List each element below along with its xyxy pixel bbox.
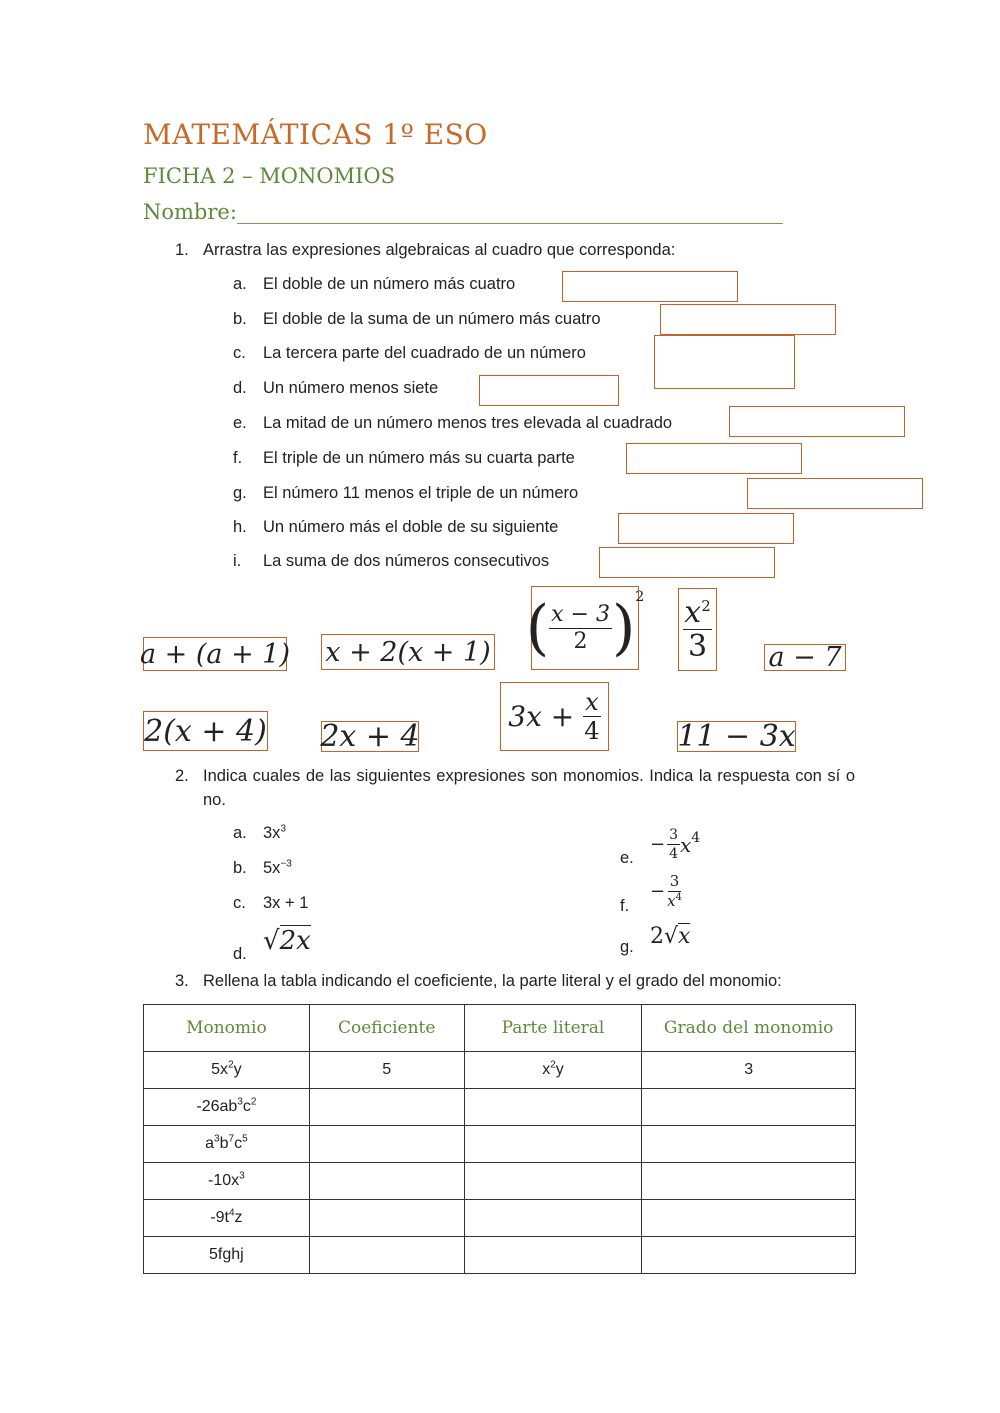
tile-2-x-plus-4[interactable]: 2(x + 4) bbox=[143, 711, 268, 751]
q1-item-e: e. La mitad de un número menos tres elevada al cuadrado bbox=[233, 414, 673, 432]
drop-box-h[interactable] bbox=[618, 513, 794, 544]
q1-item-f: f. El triple de un número más su cuarta parte bbox=[233, 449, 575, 467]
q1-item-i: i. La suma de dos números consecutivos bbox=[233, 552, 550, 570]
header-parte-literal: Parte literal bbox=[464, 1005, 642, 1052]
question-1-text: Arrastra las expresiones algebraicas al cuadro que corresponda: bbox=[203, 241, 676, 259]
q1-item-h: h. Un número más el doble de su siguiente bbox=[233, 518, 559, 536]
grado-cell: 3 bbox=[642, 1052, 856, 1089]
header-grado: Grado del monomio bbox=[642, 1005, 856, 1052]
parte-literal-cell: $x^2y$ bbox=[464, 1052, 642, 1089]
tile-x-plus-2x-plus-1[interactable]: x + 2(x + 1) bbox=[321, 634, 495, 670]
grado-cell[interactable] bbox=[642, 1089, 856, 1126]
coeficiente-cell: 5 bbox=[309, 1052, 464, 1089]
monomial-table bbox=[143, 1004, 856, 1274]
q2-item-e: e. − $\frac{3}{4}$ x 4 bbox=[620, 827, 701, 867]
parte-literal-cell[interactable] bbox=[464, 1163, 642, 1200]
coeficiente-cell[interactable] bbox=[309, 1089, 464, 1126]
monomio-cell: $-26ab^3c^2$ bbox=[144, 1089, 310, 1126]
coeficiente-cell[interactable] bbox=[309, 1126, 464, 1163]
name-label: Nombre: bbox=[143, 200, 237, 224]
parte-literal-cell[interactable] bbox=[464, 1200, 642, 1237]
grado-cell[interactable] bbox=[642, 1163, 856, 1200]
parte-literal-cell[interactable] bbox=[464, 1237, 642, 1274]
q2-item-b: b. $5x^{-3}$ bbox=[233, 858, 292, 877]
grado-cell[interactable] bbox=[642, 1237, 856, 1274]
question-3-text: Rellena la tabla indicando el coeficiente, la parte literal y el grado del monomio: bbox=[203, 972, 782, 990]
monomio-cell: $a^3b^7c^5$ bbox=[144, 1126, 310, 1163]
monomio-cell: $-10x^3$ bbox=[144, 1163, 310, 1200]
table-row bbox=[144, 1200, 856, 1237]
question-3 bbox=[175, 969, 865, 993]
page-subtitle: FICHA 2 – MONOMIOS bbox=[143, 164, 396, 188]
page-title: MATEMÁTICAS 1º ESO bbox=[143, 118, 488, 151]
table-row bbox=[144, 1089, 856, 1126]
tile-x-squared-over-3[interactable]: $\frac{x^2}{3}$ bbox=[678, 588, 717, 671]
grado-cell[interactable] bbox=[642, 1126, 856, 1163]
drop-box-c[interactable] bbox=[654, 335, 795, 389]
header-monomio: Monomio bbox=[144, 1005, 310, 1052]
monomio-cell: 5fghj bbox=[144, 1237, 310, 1274]
question-1 bbox=[175, 238, 865, 262]
coeficiente-cell[interactable] bbox=[309, 1237, 464, 1274]
table-row bbox=[144, 1126, 856, 1163]
coeficiente-cell[interactable] bbox=[309, 1200, 464, 1237]
table-row bbox=[144, 1163, 856, 1200]
q2-item-a: a. $3x^3$ bbox=[233, 823, 286, 842]
drop-box-b[interactable] bbox=[660, 304, 836, 335]
q1-item-c: c. La tercera parte del cuadrado de un número bbox=[233, 344, 586, 362]
q2-item-g: g. 2 √ x bbox=[620, 924, 691, 956]
question-2-number: 2. bbox=[175, 767, 189, 785]
name-line: ____________________________________________________ bbox=[236, 200, 783, 224]
q1-item-b: b. El doble de la suma de un número más cuatro bbox=[233, 310, 601, 328]
q2-item-f: f. − $\frac{3}{x^4}$ bbox=[620, 872, 682, 915]
question-1-number: 1. bbox=[175, 241, 189, 259]
tile-2x-plus-4[interactable]: 2x + 4 bbox=[320, 719, 420, 754]
monomio-cell: $5x^2y$ bbox=[144, 1052, 310, 1089]
table-row bbox=[144, 1052, 856, 1089]
monomio-cell: $-9t^4z$ bbox=[144, 1200, 310, 1237]
drop-box-d[interactable] bbox=[479, 375, 619, 406]
drop-box-f[interactable] bbox=[626, 443, 802, 474]
grado-cell[interactable] bbox=[642, 1200, 856, 1237]
name-field[interactable] bbox=[143, 200, 783, 224]
tile-a-plus-a-plus-1[interactable]: a + (a + 1) bbox=[139, 638, 291, 670]
drop-box-e[interactable] bbox=[729, 406, 905, 437]
q1-item-g: g. El número 11 menos el triple de un número bbox=[233, 484, 579, 502]
tile-3x-plus-x-over-4[interactable]: 3x + $\frac{x}{4}$ bbox=[500, 682, 609, 751]
parte-literal-cell[interactable] bbox=[464, 1089, 642, 1126]
q1-item-a: a. El doble de un número más cuatro bbox=[233, 275, 516, 293]
header-coeficiente: Coeficiente bbox=[309, 1005, 464, 1052]
q2-item-c: c. 3x + 1 bbox=[233, 894, 309, 912]
q1-item-d: d. Un número menos siete bbox=[233, 379, 439, 397]
q2-item-d: d. √2x bbox=[233, 926, 311, 963]
question-2-text: Indica cuales de las siguientes expresiones son monomios. Indica la respuesta con sí o no. bbox=[203, 767, 855, 809]
tile-half-x-minus-3-squared[interactable]: ( $\frac{x - 3}{2}$ ) 2 bbox=[531, 586, 639, 670]
question-2 bbox=[175, 764, 855, 812]
question-3-number: 3. bbox=[175, 972, 189, 990]
drop-box-g[interactable] bbox=[747, 478, 923, 509]
drop-box-i[interactable] bbox=[599, 547, 775, 578]
coeficiente-cell[interactable] bbox=[309, 1163, 464, 1200]
drop-box-a[interactable] bbox=[562, 271, 738, 302]
parte-literal-cell[interactable] bbox=[464, 1126, 642, 1163]
tile-a-minus-7[interactable]: a − 7 bbox=[764, 644, 846, 671]
tile-11-minus-3x[interactable]: 11 − 3x bbox=[677, 719, 796, 754]
table-row bbox=[144, 1237, 856, 1274]
